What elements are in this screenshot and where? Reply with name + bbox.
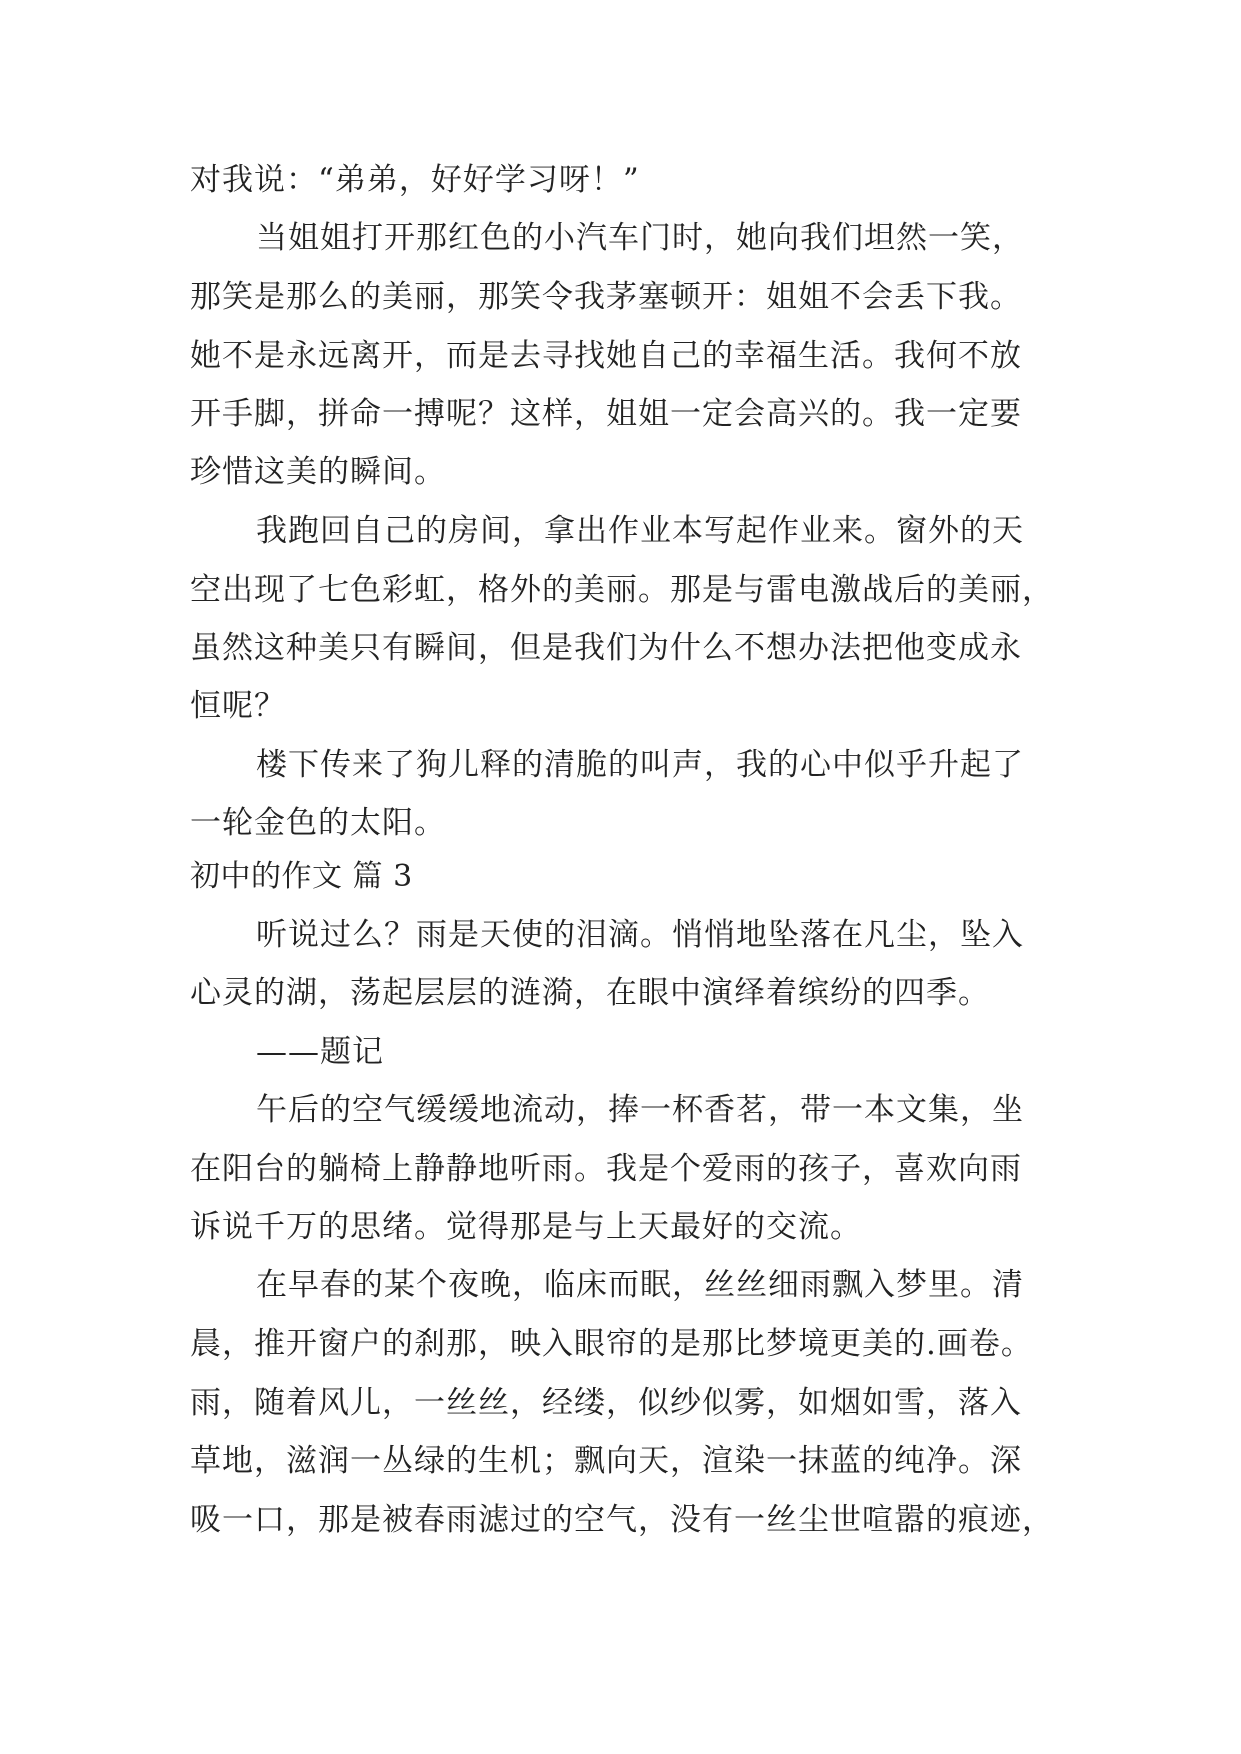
text-line: 那笑是那么的美丽，那笑令我茅塞顿开：姐姐不会丢下我。	[190, 279, 1022, 315]
text-line: 她不是永远离开，而是去寻找她自己的幸福生活。我何不放	[190, 338, 1022, 374]
text-line: 一轮金色的太阳。	[190, 805, 446, 841]
paragraph-start: 楼下传来了狗儿释的清脆的叫声，我的心中似乎升起了	[256, 747, 1024, 783]
text-line: 吸一口，那是被春雨滤过的空气，没有一丝尘世喧嚣的痕迹，	[190, 1502, 1054, 1538]
text-line: 珍惜这美的瞬间。	[190, 454, 446, 490]
text-line: 草地，滋润一丛绿的生机；飘向天，渲染一抹蓝的纯净。深	[190, 1443, 1022, 1479]
text-line: 晨，推开窗户的刹那，映入眼帘的是那比梦境更美的.画卷。	[190, 1326, 1033, 1362]
paragraph-start: 听说过么？雨是天使的泪滴。悄悄地坠落在凡尘，坠入	[256, 917, 1024, 953]
text-line: 心灵的湖，荡起层层的涟漪，在眼中演绎着缤纷的四季。	[190, 975, 990, 1011]
text-line: 开手脚，拼命一搏呢？这样，姐姐一定会高兴的。我一定要	[190, 396, 1022, 432]
text-line: 虽然这种美只有瞬间，但是我们为什么不想办法把他变成永	[190, 630, 1022, 666]
text-line: 对我说：“弟弟，好好学习呀！”	[190, 162, 640, 198]
paragraph-start: 当姐姐打开那红色的小汽车门时，她向我们坦然一笑，	[256, 220, 1024, 256]
epigraph-attribution: ——题记	[256, 1034, 384, 1070]
text-line: 在阳台的躺椅上静静地听雨。我是个爱雨的孩子，喜欢向雨	[190, 1151, 1022, 1187]
paragraph-start: 午后的空气缓缓地流动，捧一杯香茗，带一本文集，坐	[256, 1092, 1024, 1128]
text-line: 雨，随着风儿，一丝丝，经缕，似纱似雾，如烟如雪，落入	[190, 1385, 1022, 1421]
paragraph-start: 我跑回自己的房间，拿出作业本写起作业来。窗外的天	[256, 513, 1024, 549]
text-line: 空出现了七色彩虹，格外的美丽。那是与雷电激战后的美丽，	[190, 572, 1054, 608]
paragraph-start: 在早春的某个夜晚，临床而眠，丝丝细雨飘入梦里。清	[256, 1267, 1024, 1303]
text-line: 诉说千万的思绪。觉得那是与上天最好的交流。	[190, 1209, 862, 1245]
text-line: 恒呢？	[190, 688, 286, 724]
section-heading: 初中的作文 篇 3	[190, 859, 413, 894]
